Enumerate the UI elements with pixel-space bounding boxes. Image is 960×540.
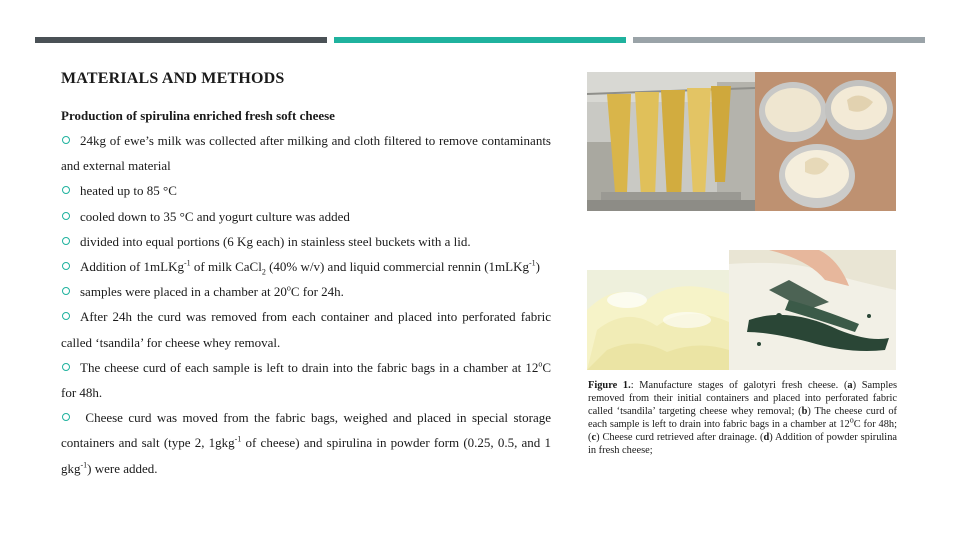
header-bar-gray — [633, 37, 925, 43]
bullet-text: ) were added. — [87, 460, 158, 476]
superscript: o — [849, 415, 854, 425]
bullet-item — [61, 229, 551, 254]
bullet-circle-icon — [62, 363, 70, 371]
bullet-text: 24kg of ewe’s milk was collected after milking and cloth filtered to remove contaminants and external material — [61, 133, 551, 174]
bullet-item — [61, 254, 551, 279]
bullet-text: cooled down to 35 °C and yogurt culture was added — [80, 208, 350, 224]
bullet-text: Addition of 1mLKg — [80, 259, 184, 275]
bullet-text: ) — [535, 259, 541, 275]
superscript: -1 — [529, 258, 536, 268]
caption-text: : Manufacture stages of galotyri fresh cheese. ( — [630, 380, 848, 391]
superscript: o — [538, 359, 543, 369]
bullet-item — [61, 204, 551, 229]
bullet-text: After 24h the curd was removed from each container and placed into perforated fabric called ‘tsandila’ for cheese whey removal. — [61, 309, 551, 350]
superscript: o — [286, 283, 291, 293]
caption-text: ) Samples removed from their initial containers and placed into perforated fabric called ‘tsandila’ targeting cheese whey removal; ( — [588, 380, 897, 417]
section-subtitle: Production of spirulina enriched fresh soft cheese — [61, 108, 335, 123]
photo-buckets-with-cloth — [755, 72, 896, 211]
bullet-text: divided into equal portions (6 Kg each) in stainless steel buckets with a lid. — [80, 233, 471, 249]
header-bar-teal — [334, 37, 626, 43]
methods-list — [61, 128, 551, 481]
bullet-text: heated up to 85 °C — [80, 183, 177, 199]
figure-label: Figure 1. — [588, 380, 631, 391]
photo-retrieved-curd — [587, 270, 729, 370]
bullet-item — [61, 304, 551, 354]
caption-text: ) Addition of powder spirulina in fresh cheese; — [588, 432, 898, 456]
bullet-circle-icon — [62, 262, 70, 270]
caption-letter: c — [591, 432, 597, 443]
bullet-circle-icon — [62, 237, 70, 245]
figure-caption — [588, 379, 897, 457]
photo-hanging-cloth-bags — [587, 72, 755, 211]
caption-letter: d — [763, 432, 770, 443]
bullet-text: The cheese curd of each sample is left to drain into the fabric bags in a chamber at 12 — [80, 359, 539, 375]
page-title: MATERIALS AND METHODS — [61, 70, 285, 87]
bullet-text: of milk CaCl — [190, 259, 262, 275]
bullet-item — [61, 405, 551, 481]
bullet-text: C for 24h. — [290, 284, 344, 300]
bullet-text: Cheese curd was moved from the fabric bags, weighed and placed in special storage containers and salt (type 2, 1gkg — [61, 410, 551, 451]
superscript: -1 — [234, 435, 242, 445]
bullet-circle-icon — [62, 287, 70, 295]
caption-text: ) The cheese curd of each sample is left to drain into fabric bags in a chamber at 12 — [588, 406, 898, 430]
superscript: -1 — [80, 460, 88, 470]
bullet-text: of cheese) and spirulina in powder form (0.25, 0.5, and 1 gkg — [61, 435, 551, 476]
caption-letter: a — [847, 380, 853, 391]
caption-text: ) Cheese curd retrieved after drainage. ( — [596, 432, 764, 443]
bullet-item — [61, 279, 551, 304]
bullet-text: samples were placed in a chamber at 20 — [80, 284, 287, 300]
bullet-text: C for 48h. — [61, 359, 551, 401]
bullet-item — [61, 178, 551, 203]
superscript: -1 — [184, 258, 191, 268]
caption-letter: b — [801, 406, 808, 417]
bullet-text: (40% w/v) and liquid commercial rennin (1mLKg — [265, 259, 529, 275]
bullet-item — [61, 128, 551, 178]
caption-text: C for 48h; ( — [588, 419, 898, 443]
bullet-circle-icon — [62, 186, 70, 194]
photo-adding-spirulina — [729, 250, 896, 370]
header-bar-dark — [35, 37, 327, 43]
bullet-item — [61, 355, 551, 405]
bullet-circle-icon — [62, 212, 70, 220]
bullet-circle-icon — [62, 413, 70, 421]
bullet-circle-icon — [62, 136, 70, 144]
bullet-circle-icon — [62, 312, 70, 320]
subscript: 2 — [261, 267, 266, 277]
